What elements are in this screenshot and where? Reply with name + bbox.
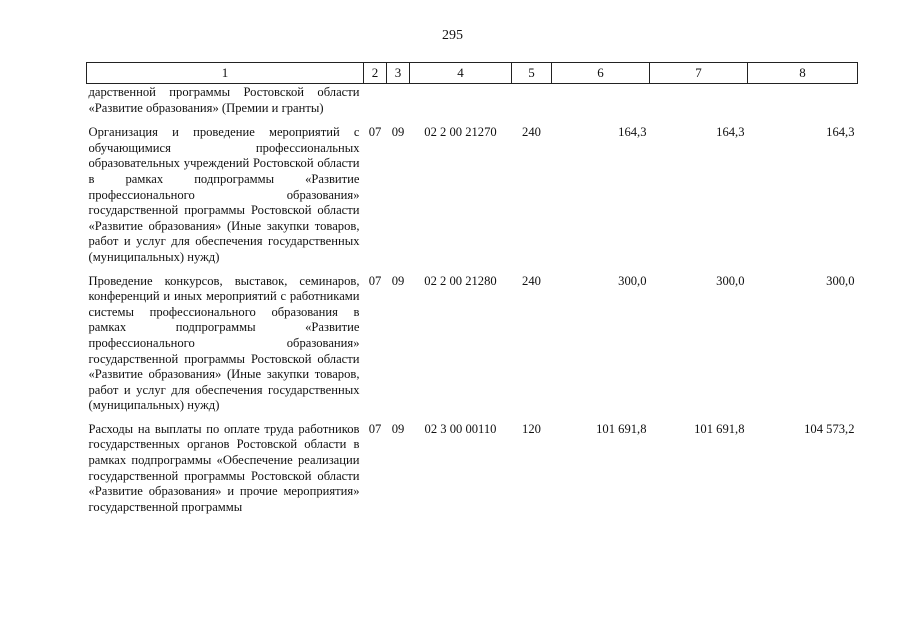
column-header: 8 [748,63,858,84]
budget-table [86,62,858,523]
row-expense-type [512,84,552,126]
page-number: 295 [442,28,463,43]
row-amount-2: 300,0 [716,273,745,288]
column-header: 6 [552,63,650,84]
row-subsection: 09 [391,421,405,436]
row-amount-2: 164,3 [716,125,745,140]
row-section [364,84,387,126]
row-amount-2 [650,84,748,126]
row-amount-2: 101 691,8 [694,421,745,436]
column-header: 2 [364,63,387,84]
row-subsection: 09 [391,125,405,140]
row-amount-3 [748,84,858,126]
row-subsection [387,84,410,126]
row-expense-type: 240 [522,273,541,288]
row-amount-3: 300,0 [826,273,855,288]
row-expense-type: 240 [522,125,541,140]
table-row [87,274,858,422]
column-header: 7 [650,63,748,84]
row-description: Проведение конкурсов, выставок, семинаров, конференций и иных мероприятий с работниками системы профессионального образования в рамках подпрограммы «Развитие профессионального образования» государственной программы Ростовской области «Развитие образования» (Иные закупки товаров, работ и услуг для обеспечения государственных (муниципальных) нужд) [88,273,360,413]
table-header-row [87,63,858,84]
row-amount-1: 164,3 [618,125,647,140]
column-header: 5 [512,63,552,84]
row-target-code [410,84,512,126]
row-amount-1: 300,0 [618,273,647,288]
row-subsection: 09 [391,273,405,288]
row-amount-3: 104 573,2 [804,421,855,436]
row-description: Расходы на выплаты по оплате труда работников государственных органов Ростовской области в рамках подпрограммы «Обеспечение реализации государственной программы Ростовской области «Развитие образования» и прочие мероприятия» государственной программы [88,421,360,514]
row-amount-1: 101 691,8 [596,421,647,436]
row-description: Организация и проведение мероприятий с обучающимися профессиональных образовательных учреждений Ростовской области в рамках подпрограммы «Развитие профессионального образования» государственной программы Ростовской области «Развитие образования» (Иные закупки товаров, работ и услуг для обеспечения государственных (муниципальных) нужд) [88,125,360,264]
table-row [87,84,858,126]
column-header: 1 [87,63,364,84]
row-target-code: 02 2 00 21270 [424,125,497,140]
row-section: 07 [368,421,382,436]
column-header: 4 [410,63,512,84]
row-expense-type: 120 [522,421,541,436]
row-target-code: 02 3 00 00110 [424,421,497,436]
row-amount-3: 164,3 [826,125,855,140]
column-header: 3 [387,63,410,84]
row-target-code: 02 2 00 21280 [424,273,497,288]
row-description: дарственной программы Ростовской области «Развитие образования» (Премии и гранты) [88,85,360,115]
table-row [87,125,858,273]
row-section: 07 [368,125,382,140]
row-section: 07 [368,273,382,288]
row-amount-1 [552,84,650,126]
table-row [87,422,858,524]
